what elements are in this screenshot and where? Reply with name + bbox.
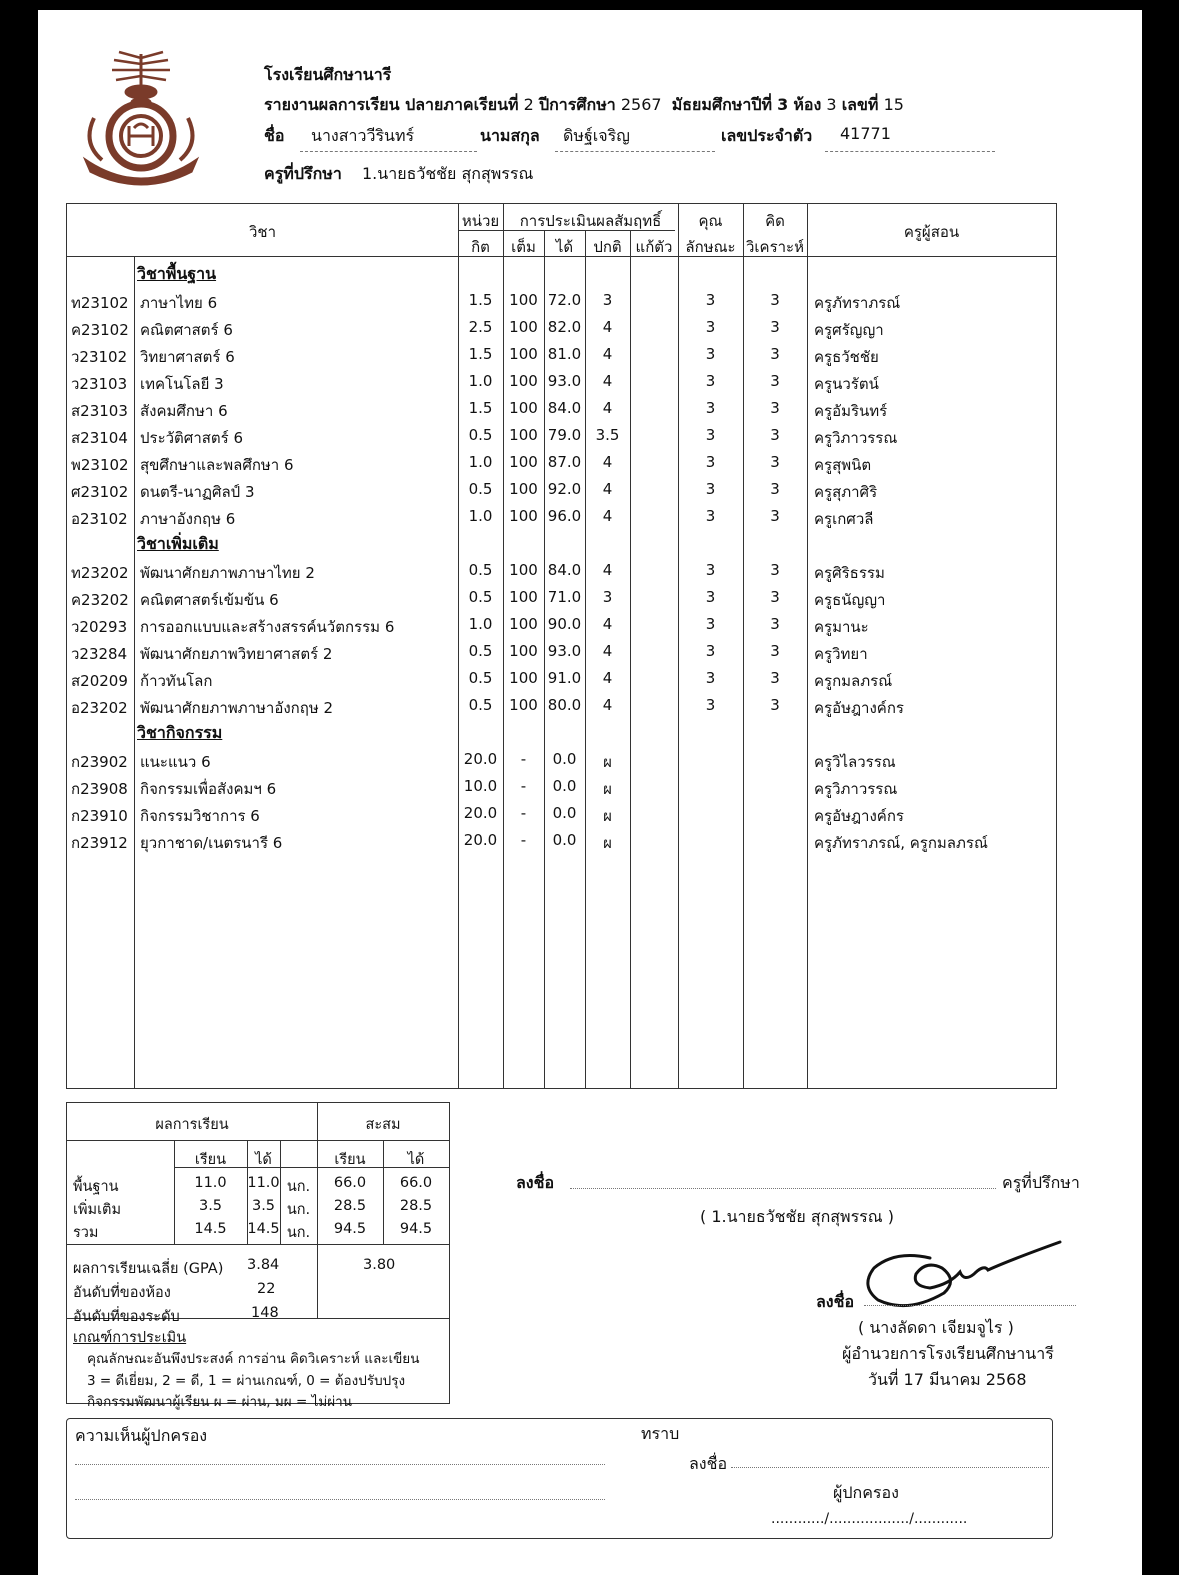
table-row [67,827,1056,854]
cell-full: - [520,750,527,768]
table-row [67,584,1056,611]
cell-grade: 3 [602,291,613,309]
cell-code: พ23102 [71,456,129,474]
cell-full: 100 [509,318,538,336]
cell-teacher: ครูวิทยา [814,645,868,663]
cell-credit: 1.0 [468,453,493,471]
criteria-line-1: คุณลักษณะอันพึงประสงค์ การอ่าน คิดวิเคราะห์ และเขียน [87,1351,420,1367]
header-trait-2: ลักษณะ [685,238,736,256]
cell-teacher: ครูสุภาศิริ [814,483,878,501]
col-study: เรียน [194,1152,227,1168]
report-label-number: เลขที่ [841,95,879,114]
table-row [67,341,1056,368]
cell-trait: 3 [705,291,716,309]
summary-label: รวม [73,1225,99,1241]
summary-label: พื้นฐาน [73,1179,119,1195]
cell-name: ภาษาไทย 6 [140,294,218,312]
cell-trait: 3 [705,426,716,444]
header-assessment: การประเมินผลสัมฤทธิ์ [519,212,662,230]
cell-credit: 1.0 [468,372,493,390]
cell-think: 3 [770,426,780,444]
summary-study: 14.5 [194,1221,227,1237]
advisor-label: ครูที่ปรึกษา [264,164,342,183]
cell-think: 3 [770,507,780,525]
cell-teacher: ครูอัมรินทร์ [814,402,888,420]
cell-grade: 4 [602,480,613,498]
cell-score: 0.0 [552,804,577,822]
table-row [67,449,1056,476]
summary-acc_got: 94.5 [399,1221,433,1237]
cell-code: ว23103 [71,375,128,393]
term-value: 2 [523,95,534,114]
cell-grade: ผ [603,753,612,771]
cell-grade: 4 [602,642,613,660]
school-logo-icon [74,48,208,188]
cell-score: 93.0 [547,372,582,390]
cell-grade: 4 [602,696,613,714]
cell-code: ก23908 [71,780,128,798]
cell-code: ส23104 [71,429,128,447]
cell-think: 3 [770,318,780,336]
cell-grade: 3 [602,588,613,606]
cell-credit: 0.5 [468,696,493,714]
cell-full: 100 [509,561,538,579]
cell-credit: 0.5 [468,561,493,579]
cell-code: ส20209 [71,672,128,690]
table-row [67,773,1056,800]
cell-credit: 1.5 [468,399,493,417]
cell-teacher: ครูภัทราภรณ์, ครูกมลภรณ์ [814,834,988,852]
section-title: วิชาพื้นฐาน [137,264,217,283]
report-title [264,93,904,118]
number-value: 15 [883,95,904,114]
cell-think: 3 [770,399,780,417]
cell-name: สังคมศึกษา 6 [140,402,228,420]
cell-full: 100 [509,696,538,714]
col-got: ได้ [255,1152,272,1168]
cell-full: 100 [509,480,538,498]
student-name: นางสาววีรินทร์ [311,126,415,145]
summary-acc_study: 28.5 [333,1198,367,1214]
parent-date-blank[interactable]: ............/................../............ [771,1511,968,1527]
cell-score: 92.0 [547,480,582,498]
table-row [67,800,1056,827]
cell-code: อ23202 [71,699,128,717]
report-label-year: ปีการศึกษา [538,95,616,114]
gpa-label: ผลการเรียนเฉลี่ย (GPA) [73,1261,224,1277]
cell-code: ท23202 [71,564,129,582]
cell-code: ท23102 [71,294,129,312]
id-dotted-line [825,151,995,152]
cell-full: 100 [509,507,538,525]
cell-teacher: ครูศรัญญา [814,321,884,339]
cell-name: พัฒนาศักยภาพภาษาอังกฤษ 2 [140,699,334,717]
table-row [67,395,1056,422]
summary-box [66,1102,450,1410]
section-title: วิชากิจกรรม [137,723,223,742]
cell-grade: 4 [602,561,613,579]
cell-credit: 2.5 [468,318,493,336]
cell-score: 91.0 [547,669,582,687]
cell-name: ดนตรี-นาฏศิลป์ 3 [140,483,255,501]
advisor-role: ครูที่ปรึกษา [1002,1173,1080,1192]
header-got: ได้ [555,238,574,256]
table-row [67,476,1056,503]
summary-unit: นก. [286,1225,311,1241]
cell-full: 100 [509,291,538,309]
header-teacher: ครูผู้สอน [903,223,960,241]
table-row [67,665,1056,692]
cell-score: 0.0 [552,777,577,795]
student-id: 41771 [840,124,891,143]
summary-unit: นก. [286,1179,311,1195]
summary-acc_study: 66.0 [333,1175,367,1191]
cell-think: 3 [770,345,780,363]
cell-score: 72.0 [547,291,582,309]
table-row [67,611,1056,638]
cell-think: 3 [770,615,780,633]
cell-full: 100 [509,372,538,390]
cell-think: 3 [770,642,780,660]
cell-full: 100 [509,453,538,471]
cell-name: ยุวกาชาด/เนตรนารี 6 [140,834,283,852]
cell-think: 3 [770,696,780,714]
cell-code: ก23912 [71,834,128,852]
cell-score: 0.0 [552,750,577,768]
table-row [67,422,1056,449]
cell-grade: ผ [603,807,612,825]
cell-grade: 4 [602,453,613,471]
cell-score: 80.0 [547,696,582,714]
cell-trait: 3 [705,588,716,606]
level-rank-label: อันดับที่ของระดับ [73,1309,180,1325]
cell-score: 71.0 [547,588,582,606]
cell-trait: 3 [705,345,716,363]
cell-credit: 0.5 [468,669,493,687]
header-credit-2: กิต [471,238,490,256]
report-label-term: รายงานผลการเรียน ปลายภาคเรียนที่ [264,95,519,114]
table-row [67,638,1056,665]
cell-name: เทคโนโลยี 3 [140,375,224,393]
cell-name: พัฒนาศักยภาพภาษาไทย 2 [140,564,315,582]
cell-name: พัฒนาศักยภาพวิทยาศาสตร์ 2 [140,645,333,663]
name-label: ชื่อ [264,126,285,145]
header-full: เต็ม [511,238,536,256]
header-trait-1: คุณ [698,212,723,230]
cell-teacher: ครูอัษฎางค์กร [814,807,904,825]
school-name: โรงเรียนศึกษานารี [264,65,392,84]
cell-name: กิจกรรมเพื่อสังคมฯ 6 [140,780,277,798]
cell-full: 100 [509,615,538,633]
cell-code: ก23910 [71,807,128,825]
director-name: ( นางลัดดา เจียมจูไร ) [858,1318,1014,1337]
report-label-room: ห้อง [793,95,822,114]
cell-name: ก้าวทันโลก [140,672,213,690]
criteria-title: เกณฑ์การประเมิน [73,1330,187,1346]
cell-score: 96.0 [547,507,582,525]
cell-full: - [520,831,527,849]
room-rank-label: อันดับที่ของห้อง [73,1285,171,1301]
header-think-1: คิด [765,212,785,230]
header-fix: แก้ตัว [635,238,673,256]
cell-teacher: ครูกมลภรณ์ [814,672,893,690]
report-label-grade: มัธยมศึกษาปีที่ [671,95,773,114]
parent-opinion-label: ความเห็นผู้ปกครอง [75,1426,208,1445]
section-title: วิชาเพิ่มเติม [137,534,219,553]
cell-teacher: ครูนวรัตน์ [814,375,879,393]
cell-code: อ23102 [71,510,128,528]
cell-score: 84.0 [547,561,582,579]
table-row [67,368,1056,395]
criteria-line-2: 3 = ดีเยี่ยม, 2 = ดี, 1 = ผ่านเกณฑ์, 0 = ต้องปรับปรุง [87,1373,406,1389]
cell-name: ภาษาอังกฤษ 6 [140,510,236,528]
cell-teacher: ครูวิไลวรรณ [814,753,896,771]
cell-code: ว23284 [71,645,128,663]
cell-think: 3 [770,291,780,309]
summary-acc_got: 28.5 [399,1198,433,1214]
cell-trait: 3 [705,372,716,390]
cell-name: วิทยาศาสตร์ 6 [140,348,235,366]
criteria-line-3: กิจกรรมพัฒนาผู้เรียน ผ = ผ่าน, มผ = ไม่ผ่าน [87,1394,352,1410]
cell-score: 93.0 [547,642,582,660]
summary-unit: นก. [286,1202,311,1218]
header-normal: ปกติ [593,238,622,256]
cell-credit: 0.5 [468,426,493,444]
cell-think: 3 [770,561,780,579]
room-value: 3 [826,95,837,114]
director-signature-icon [860,1238,1070,1318]
director-sign-label: ลงชื่อ [816,1292,855,1311]
cell-full: - [520,804,527,822]
cell-grade: 4 [602,372,613,390]
cell-grade: 4 [602,345,613,363]
cell-teacher: ครูวิภาวรรณ [814,780,898,798]
cell-code: ว23102 [71,348,128,366]
table-row [67,287,1056,314]
grades-table [66,203,1057,1089]
gpa-accum-value: 3.80 [363,1257,396,1273]
cell-score: 81.0 [547,345,582,363]
cell-code: ก23902 [71,753,128,771]
name-dotted-line [300,151,477,152]
cell-credit: 20.0 [463,804,498,822]
table-row [67,503,1056,530]
header-think-2: วิเคราะห์ [745,238,804,256]
parent-role: ผู้ปกครอง [833,1483,899,1502]
cell-full: 100 [509,669,538,687]
cell-credit: 0.5 [468,642,493,660]
level-rank-value: 148 [251,1305,279,1321]
table-row [67,692,1056,719]
surname-dotted-line [555,151,715,152]
cell-grade: 4 [602,615,613,633]
summary-acc_study: 94.5 [333,1221,367,1237]
summary-study: 11.0 [194,1175,227,1191]
advisor-sign-name: ( 1.นายธวัชชัย สุกสุพรรณ ) [700,1207,894,1226]
year-value: 2567 [620,95,662,114]
cell-name: กิจกรรมวิชาการ 6 [140,807,260,825]
acc-col-study: เรียน [334,1152,366,1168]
opinion-line-2[interactable] [75,1499,605,1500]
acknowledge-label: ทราบ [641,1424,680,1443]
cell-code: ส23103 [71,402,128,420]
cell-grade: 4 [602,318,613,336]
student-id-label: เลขประจำตัว [721,126,813,145]
sign-date: วันที่ 17 มีนาคม 2568 [868,1370,1027,1389]
cell-name: คณิตศาสตร์เข้มข้น 6 [140,591,279,609]
summary-study: 3.5 [198,1198,223,1214]
cell-teacher: ครูธนัญญา [814,591,886,609]
parent-section [66,1418,1053,1539]
cell-grade: 3.5 [595,426,620,444]
table-row [67,557,1056,584]
parent-sign-label: ลงชื่อ [689,1454,728,1473]
cell-teacher: ครูธวัชชัย [814,348,879,366]
cell-full: 100 [509,588,538,606]
cell-trait: 3 [705,696,716,714]
cell-trait: 3 [705,669,716,687]
cell-think: 3 [770,480,780,498]
cell-grade: 4 [602,669,613,687]
cell-teacher: ครูวิภาวรรณ [814,429,898,447]
room-rank-value: 22 [257,1281,276,1297]
header-credit-1: หน่วย [461,212,500,230]
cell-score: 84.0 [547,399,582,417]
cell-grade: ผ [603,780,612,798]
cell-think: 3 [770,588,780,606]
summary-label: เพิ่มเติม [73,1202,122,1218]
surname-label: นามสกุล [480,126,540,145]
cell-credit: 1.5 [468,291,493,309]
cell-score: 0.0 [552,831,577,849]
cell-credit: 0.5 [468,480,493,498]
cell-grade: 4 [602,507,613,525]
cell-teacher: ครูศิริธรรม [814,564,885,582]
cell-full: 100 [509,642,538,660]
cell-score: 79.0 [547,426,582,444]
director-role: ผู้อำนวยการโรงเรียนศึกษานารี [842,1344,1054,1363]
cell-credit: 1.5 [468,345,493,363]
cell-trait: 3 [705,453,716,471]
cell-teacher: ครูภัทราภรณ์ [814,294,901,312]
cell-code: ศ23102 [71,483,129,501]
director-sign-line [864,1305,1076,1306]
cell-score: 82.0 [547,318,582,336]
cell-teacher: ครูมานะ [814,618,869,636]
cell-full: 100 [509,399,538,417]
accum-label: สะสม [365,1117,401,1133]
summary-got: 14.5 [247,1221,280,1237]
cell-trait: 3 [705,561,716,579]
advisor-sign-label: ลงชื่อ [516,1173,555,1192]
summary-got: 11.0 [247,1175,280,1191]
cell-name: คณิตศาสตร์ 6 [140,321,233,339]
cell-full: 100 [509,345,538,363]
gpa-value: 3.84 [247,1257,280,1273]
cell-think: 3 [770,669,780,687]
cell-teacher: ครูสุพนิต [814,456,872,474]
header-subject: วิชา [248,223,277,241]
advisor-sign-line [570,1188,996,1189]
summary-got: 3.5 [251,1198,276,1214]
cell-trait: 3 [705,615,716,633]
cell-think: 3 [770,453,780,471]
cell-name: สุขศึกษาและพลศึกษา 6 [140,456,294,474]
cell-score: 87.0 [547,453,582,471]
cell-trait: 3 [705,480,716,498]
cell-grade: ผ [603,834,612,852]
cell-trait: 3 [705,399,716,417]
results-label: ผลการเรียน [155,1117,229,1133]
cell-credit: 20.0 [463,831,498,849]
cell-name: แนะแนว 6 [140,753,211,771]
opinion-line-1[interactable] [75,1464,605,1465]
cell-credit: 1.0 [468,615,493,633]
cell-credit: 20.0 [463,750,498,768]
cell-teacher: ครูอัษฎางค์กร [814,699,904,717]
grade-value: 3 [777,95,789,114]
cell-name: การออกแบบและสร้างสรรค์นวัตกรรม 6 [140,618,395,636]
table-row [67,746,1056,773]
cell-credit: 0.5 [468,588,493,606]
cell-trait: 3 [705,318,716,336]
acc-col-got: ได้ [407,1152,425,1168]
cell-full: - [520,777,527,795]
cell-score: 90.0 [547,615,582,633]
cell-trait: 3 [705,507,716,525]
advisor-name: 1.นายธวัชชัย สุกสุพรรณ [362,164,534,183]
cell-code: ว20293 [71,618,128,636]
parent-sign-line[interactable] [731,1467,1049,1468]
table-row [67,314,1056,341]
cell-credit: 10.0 [463,777,498,795]
cell-grade: 4 [602,399,613,417]
cell-code: ค23202 [71,591,129,609]
cell-teacher: ครูเกศวลี [814,510,874,528]
cell-name: ประวัติศาสตร์ 6 [140,429,244,447]
cell-full: 100 [509,426,538,444]
summary-acc_got: 66.0 [399,1175,433,1191]
cell-trait: 3 [705,642,716,660]
cell-credit: 1.0 [468,507,493,525]
cell-code: ค23102 [71,321,129,339]
cell-think: 3 [770,372,780,390]
student-surname: ดิษฐ์เจริญ [563,126,630,145]
